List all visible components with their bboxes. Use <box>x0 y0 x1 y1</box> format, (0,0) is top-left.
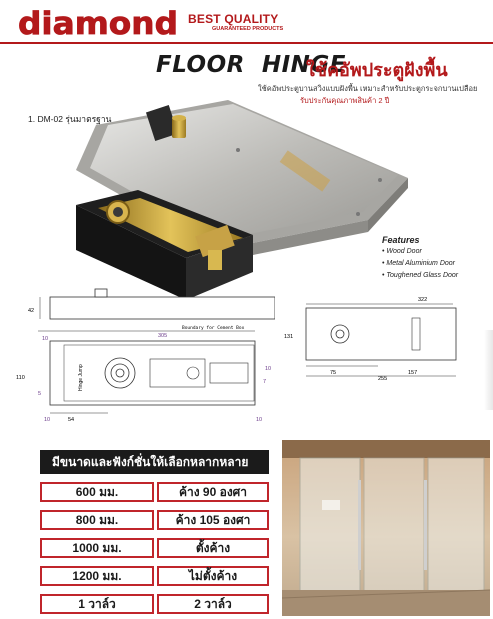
title-thai: ใช้คอัพประตูฝังพื้น <box>306 60 448 80</box>
description-line-2: รับประกันคุณภาพสินค้า 2 ปี <box>300 96 390 105</box>
boundary-note: Boundary for Cement Box <box>182 326 245 331</box>
size-cell: 600 มม. <box>40 482 154 502</box>
size-cell: 1000 มม. <box>40 538 154 558</box>
dim-7: 7 <box>263 379 267 385</box>
svg-text:diamond: diamond <box>18 6 178 40</box>
dim-322: 322 <box>418 297 428 303</box>
function-cell: ตั้งค้าง <box>157 538 269 558</box>
dim-10-right: 10 <box>265 366 272 372</box>
dim-75: 75 <box>330 370 337 376</box>
description-line-1: ใช้คอัพประตูบานสวิงแบบฝังพื้น เหมาะสำหรับประตูกระจกบานเปลือย <box>258 84 478 93</box>
feature-item: • Wood Door <box>382 248 422 255</box>
dim-5: 5 <box>38 391 42 397</box>
dim-10: 10 <box>42 336 49 342</box>
valve-cell: 2 วาล์ว <box>157 594 269 614</box>
dim-42: 42 <box>28 308 35 314</box>
dim-255: 255 <box>378 376 388 380</box>
diamond-logo <box>18 6 180 40</box>
size-cell: 1200 มม. <box>40 566 154 586</box>
floor-hinge-product-image <box>68 100 408 305</box>
feature-item: • Toughened Glass Door <box>382 272 459 279</box>
model-label: 1. DM-02 รุ่นมาตรฐาน <box>28 114 112 124</box>
valve-cell: 1 วาล์ว <box>40 594 154 614</box>
dim-110: 110 <box>16 375 25 381</box>
options-table-header: มีขนาดและฟังก์ชั่นให้เลือกหลากหลาย <box>40 450 269 474</box>
title-english: FLOOR HINGE <box>156 52 347 78</box>
header-rule <box>0 42 493 44</box>
dim-10-bottom: 10 <box>44 417 51 423</box>
dim-157: 157 <box>408 370 418 376</box>
function-cell: ค้าง 90 องศา <box>157 482 269 502</box>
feature-item: • Metal Aluminium Door <box>382 260 455 267</box>
brand-subline: GUARANTEED PRODUCTS <box>212 26 284 32</box>
function-cell: ค้าง 105 องศา <box>157 510 269 530</box>
dim-54: 54 <box>68 417 75 423</box>
dim-131: 131 <box>284 334 294 340</box>
brand-tagline: BEST QUALITY <box>188 12 279 26</box>
features-heading: Features <box>382 235 420 245</box>
dim-10-bottom-right: 10 <box>256 417 263 423</box>
glass-door-photo <box>282 440 490 616</box>
function-cell: ไม่ตั้งค้าง <box>157 566 269 586</box>
features-box <box>382 234 458 282</box>
page-edge-shade <box>484 330 493 410</box>
size-cell: 800 มม. <box>40 510 154 530</box>
technical-drawing-right <box>278 290 478 380</box>
technical-drawing-left <box>10 283 275 426</box>
hinge-jump-label: Hinge Jump <box>78 364 84 391</box>
dim-305: 305 <box>158 333 168 339</box>
